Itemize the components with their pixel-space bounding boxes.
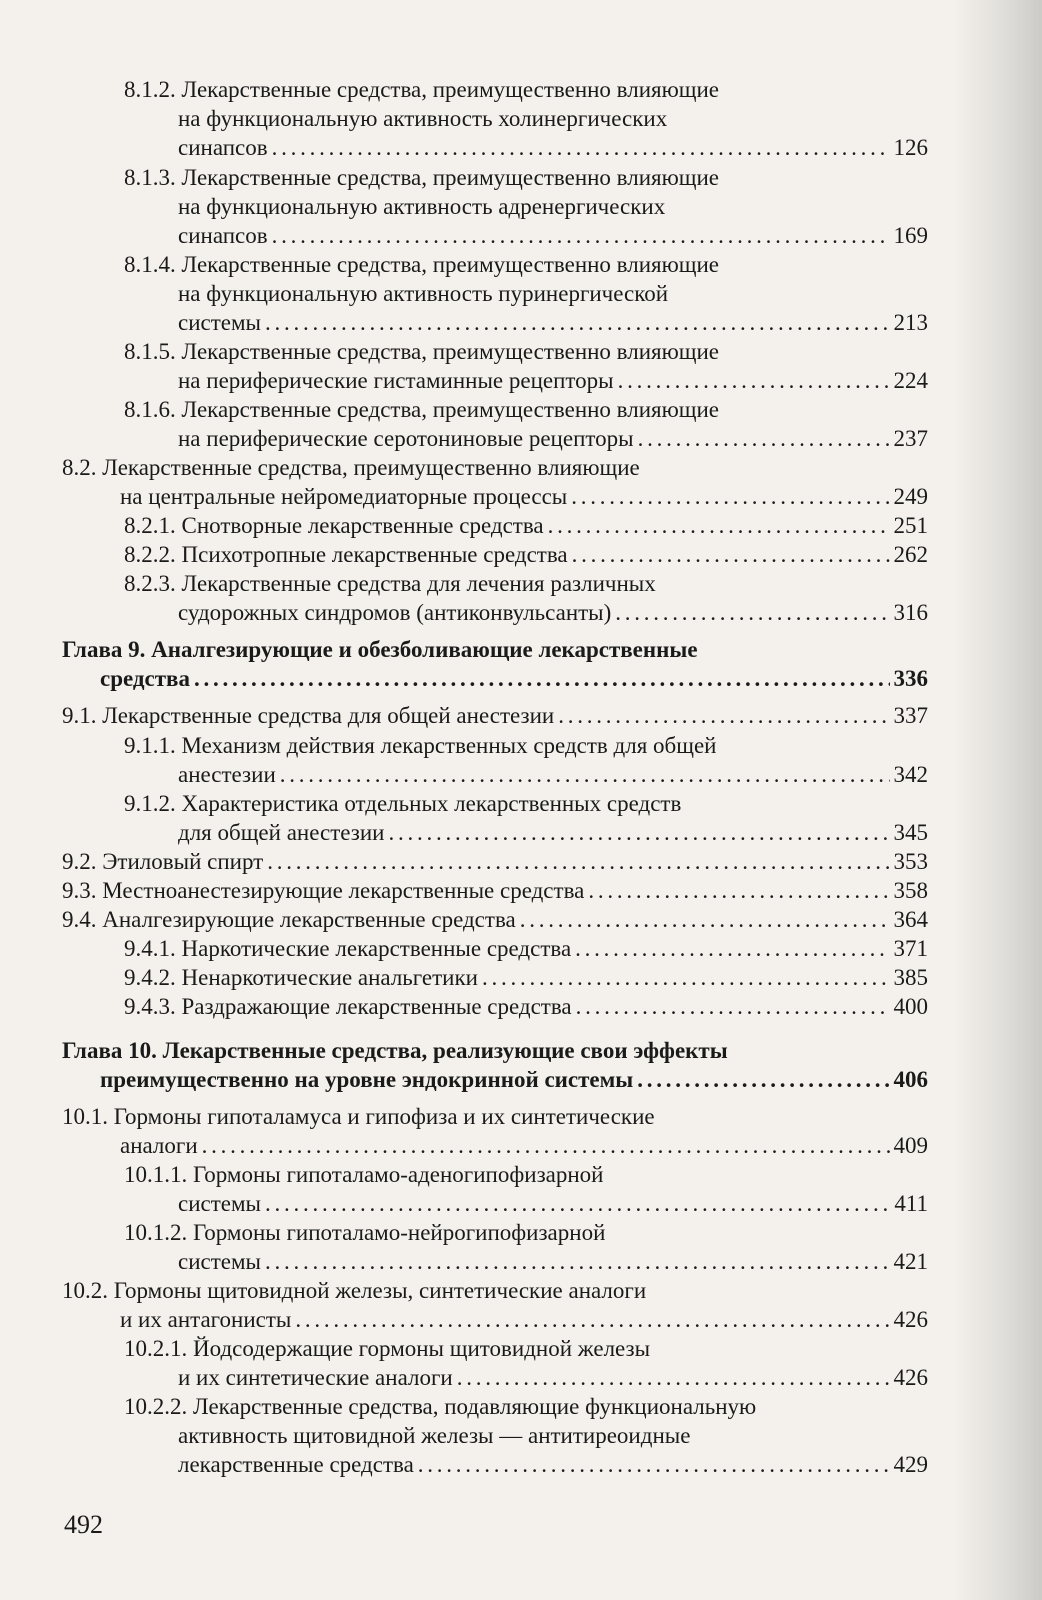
toc-entry-line: 9.1.1. Механизм действия лекарственных средств для общей bbox=[124, 733, 717, 758]
toc-entry-last-line bbox=[178, 1247, 928, 1276]
toc-entry-line: активность щитовидной железы — антитиреоидные bbox=[178, 1423, 691, 1448]
toc-entry-line: 8.1.6. Лекарственные средства, преимущественно влияющие bbox=[124, 397, 720, 422]
toc-entry-line: 10.2.2. Лекарственные средства, подавляющие функциональную bbox=[124, 1394, 757, 1419]
toc-entry-last-line bbox=[178, 598, 928, 627]
dot-leader bbox=[571, 482, 889, 511]
toc-page-number: 213 bbox=[893, 310, 928, 335]
toc-entry-last-line bbox=[124, 511, 928, 540]
toc-entry-line: 8.1.2. Лекарственные средства, преимущественно влияющие bbox=[124, 77, 720, 102]
toc-entry-last-line bbox=[62, 701, 928, 730]
toc-entry-title: системы bbox=[178, 1191, 261, 1216]
toc-entry-title: и их синтетические аналоги bbox=[178, 1365, 453, 1390]
toc-page-number: 337 bbox=[893, 703, 928, 728]
dot-leader bbox=[520, 905, 890, 934]
page-number: 492 bbox=[64, 1510, 103, 1539]
toc-entry-last-line bbox=[178, 818, 928, 847]
toc-page-number: 406 bbox=[893, 1067, 928, 1092]
toc-entry-title: 9.4.2. Ненаркотические анальгетики bbox=[124, 965, 478, 990]
toc-entry-title: 9.4. Аналгезирующие лекарственные средства bbox=[62, 907, 516, 932]
toc-entry-title: системы bbox=[178, 1249, 261, 1274]
toc-page-number: 364 bbox=[893, 907, 928, 932]
dot-leader bbox=[295, 1305, 889, 1334]
toc-page-number: 409 bbox=[893, 1133, 928, 1158]
toc-page-number: 224 bbox=[893, 368, 928, 393]
toc-entry-line: на функциональную активность адренергических bbox=[178, 194, 666, 219]
toc-page-number: 421 bbox=[893, 1249, 928, 1274]
toc-entry-last-line bbox=[178, 366, 928, 395]
dot-leader bbox=[388, 818, 889, 847]
toc-page-number: 251 bbox=[893, 513, 928, 538]
dot-leader bbox=[272, 221, 890, 250]
dot-leader bbox=[637, 1065, 889, 1094]
dot-leader bbox=[558, 701, 889, 730]
toc-entry-last-line bbox=[178, 308, 928, 337]
toc-entry-title: на центральные нейромедиаторные процессы bbox=[120, 484, 568, 509]
dot-leader bbox=[615, 598, 889, 627]
toc-entry-title: судорожных синдромов (антиконвульсанты) bbox=[178, 600, 612, 625]
toc-entry-title: на периферические серотониновые рецепторы bbox=[178, 426, 634, 451]
toc-entry-line: 10.2.1. Йодсодержащие гормоны щитовидной железы bbox=[124, 1336, 651, 1361]
toc-entry-line: 10.2. Гормоны щитовидной железы, синтетические аналоги bbox=[62, 1278, 647, 1303]
toc-entry-line: на функциональную активность холинергических bbox=[178, 106, 668, 131]
toc-page-number: 126 bbox=[893, 135, 928, 160]
dot-leader bbox=[265, 1247, 890, 1276]
toc-entry-title: 9.4.3. Раздражающие лекарственные средства bbox=[124, 994, 572, 1019]
toc-entry-last-line bbox=[178, 1189, 928, 1218]
toc-entry-title: на периферические гистаминные рецепторы bbox=[178, 368, 614, 393]
toc-entry-line: 9.1.2. Характеристика отдельных лекарственных средств bbox=[124, 791, 682, 816]
toc-page-number: 262 bbox=[893, 542, 928, 567]
toc-page-number: 426 bbox=[893, 1365, 928, 1390]
toc-page-number: 411 bbox=[894, 1191, 928, 1216]
toc-entry-line: Глава 9. Аналгезирующие и обезболивающие лекарственные bbox=[62, 637, 698, 662]
dot-leader bbox=[575, 934, 889, 963]
toc-entry-line: на функциональную активность пуринергической bbox=[178, 281, 669, 306]
toc-entry-line: 8.2. Лекарственные средства, преимущественно влияющие bbox=[62, 455, 640, 480]
toc-entry-title: для общей анестезии bbox=[178, 820, 385, 845]
toc-page-number: 353 bbox=[893, 849, 928, 874]
dot-leader bbox=[265, 1189, 890, 1218]
dot-leader bbox=[618, 366, 890, 395]
toc-entry-title: лекарственные средства bbox=[178, 1452, 414, 1477]
dot-leader bbox=[482, 963, 890, 992]
toc-entry-line: 10.1.1. Гормоны гипоталамо-аденогипофизарной bbox=[124, 1162, 604, 1187]
toc-entry-last-line bbox=[100, 664, 928, 693]
toc-entry-title: 9.1. Лекарственные средства для общей анестезии bbox=[62, 703, 555, 728]
dot-leader bbox=[576, 992, 890, 1021]
toc-entry-title: преимущественно на уровне эндокринной системы bbox=[100, 1067, 634, 1092]
dot-leader bbox=[457, 1363, 890, 1392]
dot-leader bbox=[280, 760, 890, 789]
toc-entry-last-line bbox=[124, 963, 928, 992]
toc-page-number: 429 bbox=[893, 1452, 928, 1477]
dot-leader bbox=[202, 1131, 890, 1160]
toc-entry-line: 10.1. Гормоны гипоталамуса и гипофиза и их синтетические bbox=[62, 1104, 655, 1129]
toc-entry-last-line bbox=[120, 1131, 928, 1160]
toc-entry-line: Глава 10. Лекарственные средства, реализующие свои эффекты bbox=[62, 1038, 728, 1063]
toc-entry-title: 9.2. Этиловый спирт bbox=[62, 849, 264, 874]
toc-entry-title: 9.4.1. Наркотические лекарственные средства bbox=[124, 936, 572, 961]
toc-entry-title: и их антагонисты bbox=[120, 1307, 292, 1332]
toc-entry-line: 8.1.4. Лекарственные средства, преимущественно влияющие bbox=[124, 252, 720, 277]
dot-leader bbox=[267, 847, 889, 876]
toc-entry-title: 9.3. Местноанестезирующие лекарственные средства bbox=[62, 878, 585, 903]
toc-page-number: 345 bbox=[893, 820, 928, 845]
toc-page-number: 249 bbox=[893, 484, 928, 509]
toc-entry-last-line bbox=[120, 1305, 928, 1334]
dot-leader bbox=[194, 664, 890, 693]
toc-page-number: 371 bbox=[893, 936, 928, 961]
toc-entry-title: синапсов bbox=[178, 135, 268, 160]
toc-entry-last-line bbox=[124, 540, 928, 569]
dot-leader bbox=[588, 876, 889, 905]
toc-entry-last-line bbox=[178, 1450, 928, 1479]
dot-leader bbox=[572, 540, 890, 569]
toc-page-number: 342 bbox=[893, 762, 928, 787]
toc-entry-last-line bbox=[178, 760, 928, 789]
toc-entry-title: 8.2.1. Снотворные лекарственные средства bbox=[124, 513, 544, 538]
toc-entry-last-line bbox=[100, 1065, 928, 1094]
toc-page-number: 400 bbox=[893, 994, 928, 1019]
toc-entry-last-line bbox=[178, 133, 928, 162]
toc-entry-line: 10.1.2. Гормоны гипоталамо-нейрогипофизарной bbox=[124, 1220, 606, 1245]
toc-entry-last-line bbox=[62, 847, 928, 876]
toc-entry-line: 8.1.5. Лекарственные средства, преимущественно влияющие bbox=[124, 339, 720, 364]
toc-entry-last-line bbox=[124, 992, 928, 1021]
toc-entry-last-line bbox=[62, 905, 928, 934]
dot-leader bbox=[548, 511, 890, 540]
dot-leader bbox=[265, 308, 890, 337]
toc-entry-title: средства bbox=[100, 666, 190, 691]
toc-entry-title: аналоги bbox=[120, 1133, 198, 1158]
toc-page-number: 358 bbox=[893, 878, 928, 903]
toc-page-number: 169 bbox=[893, 223, 928, 248]
toc-entry-last-line bbox=[124, 934, 928, 963]
toc-page-number: 426 bbox=[893, 1307, 928, 1332]
toc-page-number: 336 bbox=[893, 666, 928, 691]
toc-entry-title: 8.2.2. Психотропные лекарственные средства bbox=[124, 542, 568, 567]
toc-entry-last-line bbox=[178, 221, 928, 250]
toc-page-number: 237 bbox=[893, 426, 928, 451]
toc-entry-last-line bbox=[62, 876, 928, 905]
toc-entry-last-line bbox=[178, 424, 928, 453]
dot-leader bbox=[418, 1450, 890, 1479]
toc-entry-title: системы bbox=[178, 310, 261, 335]
toc-entry-last-line bbox=[120, 482, 928, 511]
toc-entry-last-line bbox=[178, 1363, 928, 1392]
dot-leader bbox=[272, 133, 890, 162]
toc-page-number: 316 bbox=[893, 600, 928, 625]
toc-page-number: 385 bbox=[893, 965, 928, 990]
toc-entry-title: анестезии bbox=[178, 762, 276, 787]
dot-leader bbox=[638, 424, 890, 453]
toc-entry-line: 8.2.3. Лекарственные средства для лечения различных bbox=[124, 571, 656, 596]
toc-entry-line: 8.1.3. Лекарственные средства, преимущественно влияющие bbox=[124, 165, 720, 190]
toc-entry-title: синапсов bbox=[178, 223, 268, 248]
